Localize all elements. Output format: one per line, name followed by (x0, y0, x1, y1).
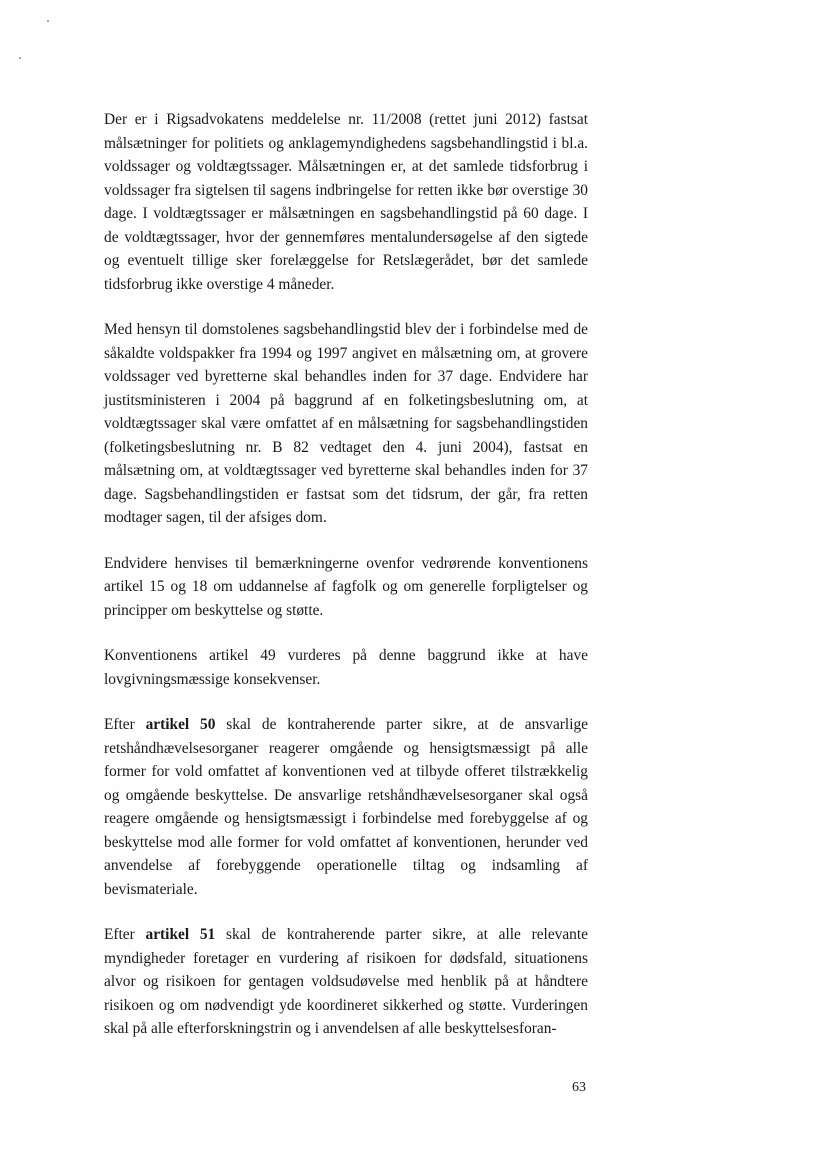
body-text (104, 108, 588, 1063)
paragraph-6 (104, 923, 588, 1041)
paragraph-6-prefix: Efter (104, 926, 146, 943)
scan-artifact-dot (19, 57, 21, 59)
page-number: 63 (572, 1080, 586, 1095)
paragraph-5-prefix: Efter (104, 716, 146, 733)
paragraph-1: Der er i Rigsadvokatens meddelelse nr. 11/2008 (rettet juni 2012) fastsat målsætninger for politiets og anklagemyndighedens sagsbehandlingstid i bl.a. voldssager og voldtægtssager. Målsætningen er, at det samlede tidsforbrug i voldssager fra sigtelsen til sagens indbringelse for retten ikke bør overstige 30 dage. I voldtægtssager er målsætningen en sagsbehandlingstid på 60 dage. I de voldtægtssager, hvor der gennemføres mentalundersøgelse af den sigtede og eventuelt tillige sker forelæggelse for Retslægerådet, bør det samlede tidsforbrug ikke overstige 4 måneder. (104, 111, 588, 293)
paragraph-5-rest: skal de kontraherende parter sikre, at de ansvarlige retshåndhævelsesorganer reagerer omgående og hensigtsmæssigt på alle former for vold omfattet af konventionen ved at tilbyde offeret tilstrækkelig og omgående beskyttelse. De ansvarlige retshåndhævelsesorganer skal også reagere omgående og hensigtsmæssigt i forbindelse med forebyggelse af og beskyttelse mod alle former for vold omfattet af konventionen, herunder ved anvendelse af forebyggende operationelle tiltag og indsamling af bevismateriale. (104, 716, 589, 898)
paragraph-5 (104, 713, 588, 901)
paragraph-6-rest: skal de kontraherende parter sikre, at alle relevante myndigheder foretager en vurdering af risikoen for dødsfald, situationens alvor og risikoen for gentagen voldsudøvelse med henblik på at håndtere risikoen og om nødvendigt yde koordineret sikkerhed og støtte. Vurderingen skal på alle efterforskningstrin og i anvendelsen af alle beskyttelsesforan- (104, 926, 588, 1037)
article-51-label: artikel 51 (145, 926, 216, 943)
paragraph-2: Med hensyn til domstolenes sagsbehandlingstid blev der i forbindelse med de såkaldte voldspakker fra 1994 og 1997 angivet en målsætning om, at grovere voldssager ved byretterne skal behandles inden for 37 dage. Endvidere har justitsministeren i 2004 på baggrund af en folketingsbeslutning om, at voldtægtssager skal være omfattet af en målsætning for sagsbehandlingstiden (folketingsbeslutning nr. B 82 vedtaget den 4. juni 2004), fastsat en målsætning om, at voldtægtssager ved byretterne skal behandles inden for 37 dage. Sagsbehandlingstiden er fastsat som det tidsrum, der går, fra retten modtager sagen, til der afsiges dom. (104, 321, 588, 526)
paragraph-3: Endvidere henvises til bemærkningerne ovenfor vedrørende konventionens artikel 15 og 18 om uddannelse af fagfolk og om generelle forpligtelser og principper om beskyttelse og støtte. (104, 554, 588, 619)
paragraph-4: Konventionens artikel 49 vurderes på denne baggrund ikke at have lovgivningsmæssige konsekvenser. (104, 647, 588, 688)
scan-artifact-dot (47, 20, 49, 22)
article-50-label: artikel 50 (145, 716, 216, 733)
